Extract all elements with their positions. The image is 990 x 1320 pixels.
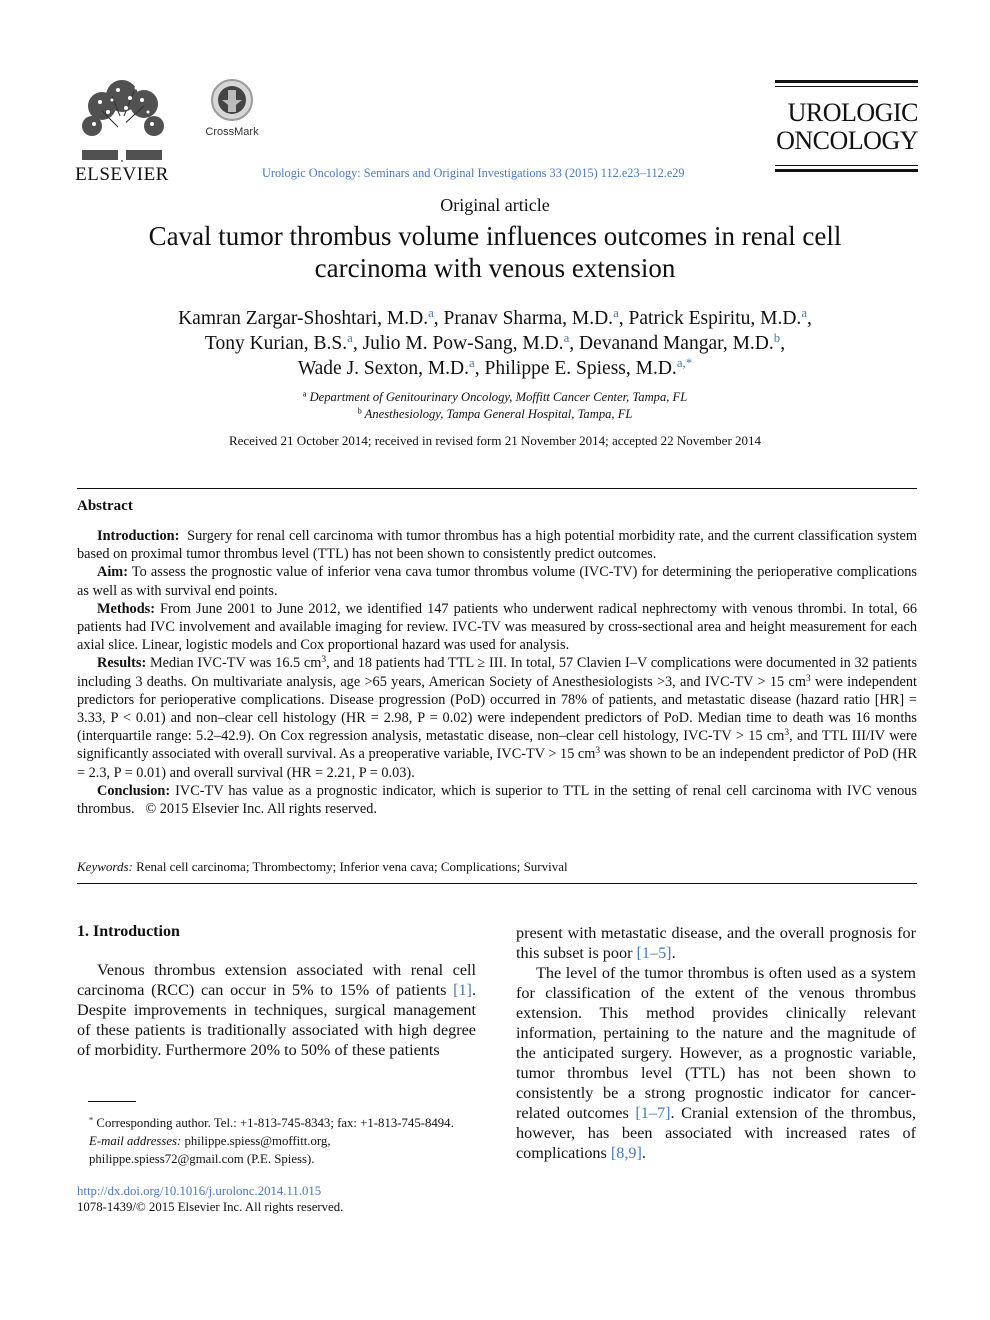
crossmark-label: CrossMark (205, 126, 259, 138)
section-label: Results: (97, 655, 147, 672)
copyright-notice: © 2015 Elsevier Inc. All rights reserved. (145, 801, 377, 818)
author-affil-sup[interactable]: a (469, 355, 475, 370)
publisher-name: ELSEVIER (75, 164, 169, 185)
abstract-heading: Abstract (77, 498, 133, 514)
author-affil-sup[interactable]: a,* (676, 355, 693, 370)
doi-link[interactable]: http://dx.doi.org/10.1016/j.urolonc.2014.11.015 (77, 1184, 322, 1198)
author-separator: , (352, 333, 363, 354)
author-name: Wade J. Sexton, M.D. (297, 358, 470, 379)
author-affil-sup[interactable]: a (613, 305, 619, 320)
section-label: Introduction: (97, 528, 180, 544)
section-text: IVC-TV has value as a prognostic indicator, which is superior to TTL in the setting of renal cell carcinoma with IVC venous thrombus. (77, 782, 917, 818)
affiliation-text: Anesthesiology, Tampa General Hospital, Tampa, FL (364, 407, 633, 421)
article-title (0, 220, 990, 284)
section-text: , and TTL III/IV were significantly associated with overall survival. As a preoperative variable, IVC-TV > 15 cm (77, 728, 917, 763)
email-text[interactable]: philippe.spiess@moffitt.org, philippe.spiess72@gmail.com (P.E. Spiess). (89, 1134, 331, 1166)
article-title-line1: Caval tumor thrombus volume influences outcomes in renal cell (148, 221, 842, 251)
intro-right-column (516, 923, 916, 1163)
author-separator: , (780, 333, 786, 354)
paragraph-text: . Despite improvements in techniques, surgical management of these patients is traditionally associated with high degree of morbidity. Furthermore 20% to 50% of these patients (77, 981, 476, 1059)
author-separator: , (807, 308, 812, 329)
issn-line: 1078-1439/© 2015 Elsevier Inc. All rights reserved. (77, 1200, 344, 1214)
affiliation-b (0, 406, 990, 423)
citation-link[interactable]: [1–5] (636, 944, 672, 962)
paragraph-text: . (641, 1144, 646, 1162)
author-separator: , (569, 333, 580, 354)
crossmark-icon (207, 78, 257, 122)
section-text: From June 2001 to June 2012, we identified 147 patients who underwent radical nephrectomy with venous thrombi. In total, 66 patients had IVC involvement and available imaging for review. IVC-TV was measured by cross-sectional area and height measurement for each axial slice. Linear, logistic models and Cox proportional hazard was used for analysis. (77, 600, 917, 654)
email-label: E-mail addresses: (89, 1134, 182, 1148)
citation-link[interactable]: [1] (453, 981, 472, 999)
elsevier-logo (72, 76, 172, 185)
elsevier-tree-icon (72, 76, 172, 164)
keywords-label: Keywords: (77, 859, 133, 874)
superscript: 3 (321, 655, 327, 666)
journal-citation[interactable]: Urologic Oncology: Seminars and Original Investigations 33 (2015) 112.e23–112.e29 (262, 166, 685, 180)
intro-paragraph-cont (516, 923, 916, 963)
author-separator: , (433, 308, 444, 329)
author-affil-sup[interactable]: a (428, 305, 434, 320)
section-text: , and 18 patients had TTL ≥ III. In total, 57 Clavien I–V complications were documented in 32 patients including 3 deaths. On multivariate analysis, age >65 years, American Society of Anesthesiologists >3, and IVC-TV > 15 cm (77, 655, 918, 690)
keywords (77, 859, 917, 875)
author-name: Pranav Sharma, M.D. (443, 308, 614, 329)
author-separator: , (474, 358, 485, 379)
superscript: 3 (805, 673, 811, 684)
author-affil-sup[interactable]: a (347, 330, 353, 345)
abstract (77, 527, 917, 818)
section-text: Surgery for renal cell carcinoma with tumor thrombus has a high potential morbidity rate, and the current classification system based on proximal tumor thrombus level (TTL) has not been shown to consistently predict outcomes. (77, 528, 917, 563)
author-list (80, 306, 910, 381)
footnote-marker: * (89, 1114, 94, 1125)
crossmark-badge[interactable] (202, 78, 262, 138)
journal-title-line1: UROLOGIC (787, 98, 918, 127)
author-affil-sup[interactable]: a (563, 330, 570, 345)
superscript: 3 (784, 728, 790, 739)
section-heading: 1. Introduction (77, 923, 180, 940)
author-name: Julio M. Pow-Sang, M.D. (362, 333, 564, 354)
article-type: Original article (440, 195, 550, 215)
journal-title-line2: ONCOLOGY (776, 126, 918, 155)
paragraph-text: . (671, 944, 676, 962)
intro-paragraph (516, 963, 916, 1163)
paragraph-text: Venous thrombus extension associated with renal cell carcinoma (RCC) can occur in 5% to 15% of patients (77, 961, 476, 999)
section-label: Aim: (97, 564, 128, 581)
citation-link[interactable]: [8,9] (610, 1144, 642, 1162)
footnote (77, 1114, 477, 1168)
author-name: Tony Kurian, B.S. (204, 333, 348, 354)
divider (77, 488, 917, 489)
keywords-text: Renal cell carcinoma; Thrombectomy; Inferior vena cava; Complications; Survival (136, 859, 568, 874)
intro-paragraph (77, 960, 476, 1060)
section-text: Median IVC-TV was 16.5 cm (149, 655, 322, 672)
footnote-rule (88, 1101, 136, 1102)
author-name: Patrick Espiritu, M.D. (628, 308, 802, 329)
author-name: Kamran Zargar-Shoshtari, M.D. (178, 308, 429, 329)
author-affil-sup[interactable]: a (801, 305, 808, 320)
divider (77, 883, 917, 884)
affiliation-sup: b (357, 406, 362, 416)
citation-link[interactable]: [1–7] (635, 1104, 671, 1122)
article-title-line2: carcinoma with venous extension (314, 253, 676, 283)
abstract-results (77, 654, 917, 781)
section-text: was shown to be an independent predictor of PoD (HR = 2.3, P = 0.01) and overall survival (HR = 2.21, P = 0.03). (77, 746, 917, 781)
journal-masthead (775, 80, 918, 172)
author-separator: , (618, 308, 629, 329)
paragraph-text: . Cranial extension of the thrombus, however, has been associated with increased rates of complications (516, 1104, 916, 1162)
section-label: Conclusion: (97, 782, 171, 799)
section-label: Methods: (97, 600, 155, 617)
affiliation-sup: a (302, 389, 307, 399)
affiliation-text: Department of Genitourinary Oncology, Moffitt Cancer Center, Tampa, FL (309, 390, 688, 404)
abstract-aim (77, 563, 917, 599)
corresponding-author (77, 1114, 477, 1132)
section-text: were independent predictors for perioperative complications. Disease progression (PoD) occurred in 78% of patients, and metastatic disease (hazard ratio [HR] = 3.33, P < 0.01) and non–clear cell histology (HR = 2.98, P = 0.02) were independent predictors of PoD. Median time to death was 16 months (interquartile range: 5.2–42.9). On Cox regression analysis, metastatic disease, non–clear cell histology, IVC-TV > 15 cm (77, 673, 917, 745)
author-name: Philippe E. Spiess, M.D. (484, 358, 677, 379)
affiliations (0, 389, 990, 423)
footnote-text: Corresponding author. Tel.: +1-813-745-8343; fax: +1-813-745-8494. (96, 1116, 454, 1130)
affiliation-a (0, 389, 990, 406)
abstract-methods (77, 600, 917, 655)
received-dates: Received 21 October 2014; received in revised form 21 November 2014; accepted 22 November 2014 (228, 433, 762, 448)
intro-left-column (77, 923, 476, 1060)
superscript: 3 (595, 746, 601, 757)
abstract-conclusion (77, 782, 917, 818)
author-name: Devanand Mangar, M.D. (579, 333, 774, 354)
email-addresses (77, 1132, 477, 1168)
paragraph-text: The level of the tumor thrombus is often used as a system for classification of the extent of the venous thrombus extension. This method provides clinically relevant information, pertaining to the nature and the magnitude of the anticipated surgery. However, as a prognostic variable, tumor thrombus level (TTL) has not been shown to consistently be a strong prognostic indicator for cancer-related outcomes (516, 964, 916, 1122)
author-affil-sup[interactable]: b (773, 330, 781, 345)
paragraph-text: present with metastatic disease, and the overall prognosis for this subset is poor (516, 924, 916, 962)
section-text: To assess the prognostic value of inferior vena cava tumor thrombus volume (IVC-TV) for determining the perioperative complications as well as with survival end points. (77, 564, 917, 599)
abstract-introduction (77, 527, 917, 563)
